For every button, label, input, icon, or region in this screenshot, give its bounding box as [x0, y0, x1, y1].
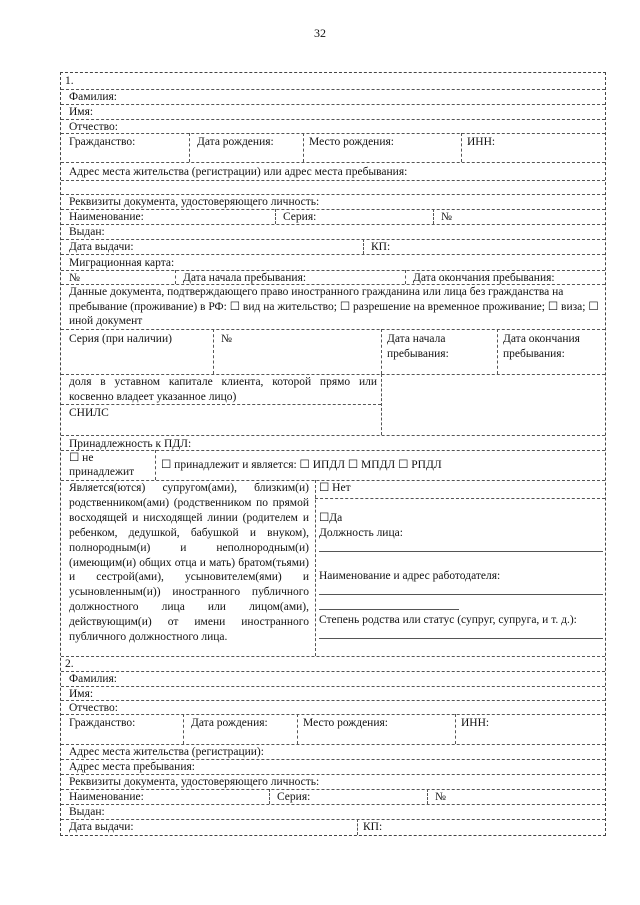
- row-divider: [61, 700, 605, 701]
- surname-field[interactable]: Фамилия:: [69, 91, 117, 103]
- id-doc-label: Реквизиты документа, удостоверяющего личность:: [69, 776, 320, 788]
- kp-field[interactable]: КП:: [363, 821, 383, 833]
- row-divider: [61, 239, 605, 240]
- doc-number-field[interactable]: №: [435, 791, 446, 803]
- inn-field[interactable]: ИНН:: [467, 136, 496, 148]
- name-field[interactable]: Имя:: [69, 106, 94, 118]
- relative-definition: Является(ются) супругом(ами), близким(и) родственником(ами) (родственником по прямой восходящей и нисходящей линии (родителем и ребенком, дедушкой, бабушкой и внуком), полнородным(и) и неполнородным(и) (имеющим(и) общих отца и мать) братом(тьями) и сестрой(ами), усыновителем(ями) и усыновленным(и)) иностранного публичного должностного лица или лицом(ами), действующим(и) от имени иностранного публичного должностного лица.: [69, 482, 309, 644]
- snils-field[interactable]: СНИЛС: [69, 407, 109, 419]
- stay-start-line1: Дата начала: [387, 333, 446, 345]
- patronymic-field[interactable]: Отчество:: [69, 702, 118, 714]
- doc2-number-field[interactable]: №: [221, 333, 232, 345]
- row-divider: [61, 404, 381, 405]
- stay-end-line1: Дата окончания: [503, 333, 580, 345]
- row-divider: [61, 133, 605, 134]
- doc-name-field[interactable]: Наименование:: [69, 211, 144, 223]
- row-divider: [61, 89, 605, 90]
- row-divider: [61, 804, 605, 805]
- row-divider: [61, 656, 605, 657]
- not-belong-line2: принадлежит: [69, 466, 135, 478]
- doc-name-field[interactable]: Наименование:: [69, 791, 144, 803]
- mc-stay-start-field[interactable]: Дата начала пребывания:: [183, 272, 307, 284]
- stay-start-line2: пребывания:: [387, 348, 449, 360]
- row-divider: [61, 686, 605, 687]
- kp-field[interactable]: КП:: [371, 241, 391, 253]
- relative-no-option[interactable]: ☐ Нет: [319, 482, 351, 494]
- residence-address-field[interactable]: Адрес места жительства (регистрации):: [69, 746, 264, 758]
- issued-by-field[interactable]: Выдан:: [69, 226, 105, 238]
- issued-by-field[interactable]: Выдан:: [69, 806, 105, 818]
- series-field[interactable]: Серия:: [283, 211, 317, 223]
- birth-place-field[interactable]: Место рождения:: [309, 136, 394, 148]
- id-doc-label: Реквизиты документа, удостоверяющего личность:: [69, 196, 320, 208]
- position-label: Должность лица:: [319, 527, 403, 539]
- migration-card-label: Миграционная карта:: [69, 257, 175, 269]
- series-optional-field[interactable]: Серия (при наличии): [69, 333, 172, 345]
- residence-doc-options[interactable]: Данные документа, подтверждающего право иностранного гражданина или лица без гражданства на пребывание (проживание) в РФ: ☐ вид на жительство; ☐ разрешение на временное проживание; ☐ виза; ☐ иной документ: [69, 286, 599, 328]
- relative-yes-option[interactable]: ☐Да: [319, 512, 343, 524]
- row-divider: [61, 224, 605, 225]
- not-belong-line1[interactable]: ☐ не: [69, 452, 94, 464]
- kinship-label: Степень родства или статус (супруг, супруга, и т. д.):: [319, 614, 577, 626]
- birth-place-field[interactable]: Место рождения:: [303, 717, 388, 729]
- series-field[interactable]: Серия:: [277, 791, 311, 803]
- page-number: 32: [314, 26, 326, 40]
- row-divider: [61, 180, 605, 181]
- row-divider: [61, 104, 605, 105]
- row-divider: [61, 254, 605, 255]
- employer-label: Наименование и адрес работодателя:: [319, 570, 501, 582]
- citizenship-field[interactable]: Гражданство:: [69, 717, 136, 729]
- citizenship-field[interactable]: Гражданство:: [69, 136, 136, 148]
- surname-field[interactable]: Фамилия:: [69, 673, 117, 685]
- doc-number-field[interactable]: №: [441, 211, 452, 223]
- form-table: [60, 72, 606, 836]
- belongs-options[interactable]: ☐ принадлежит и является: ☐ ИПДЛ ☐ МПДЛ ☐ РПДЛ: [161, 459, 442, 471]
- patronymic-field[interactable]: Отчество:: [69, 121, 118, 133]
- stay-address-field[interactable]: Адрес места пребывания:: [69, 761, 195, 773]
- name-field[interactable]: Имя:: [69, 688, 94, 700]
- address-field[interactable]: Адрес места жительства (регистрации) или адрес места пребывания:: [69, 166, 408, 178]
- person-2-number: 2.: [65, 658, 74, 670]
- row-divider: [61, 671, 605, 672]
- share-text: доля в уставном капитале клиента, которой прямо или косвенно владеет указанное лицо): [69, 376, 377, 403]
- row-divider: [61, 329, 605, 330]
- mc-stay-end-field[interactable]: Дата окончания пребывания:: [413, 272, 555, 284]
- issue-date-field[interactable]: Дата выдачи:: [69, 241, 134, 253]
- row-divider: [61, 435, 605, 436]
- row-divider: [61, 119, 605, 120]
- birth-date-field[interactable]: Дата рождения:: [191, 717, 268, 729]
- issue-date-field[interactable]: Дата выдачи:: [69, 821, 134, 833]
- row-divider: [61, 162, 605, 163]
- row-divider: [61, 819, 605, 820]
- stay-end-line2: пребывания:: [503, 348, 565, 360]
- row-divider: [61, 450, 605, 451]
- person-1-number: 1.: [65, 75, 74, 87]
- pdl-header: Принадлежность к ПДЛ:: [69, 438, 192, 450]
- mc-number-field[interactable]: №: [69, 272, 80, 284]
- row-divider: [61, 714, 605, 715]
- inn-field[interactable]: ИНН:: [461, 717, 490, 729]
- birth-date-field[interactable]: Дата рождения:: [197, 136, 274, 148]
